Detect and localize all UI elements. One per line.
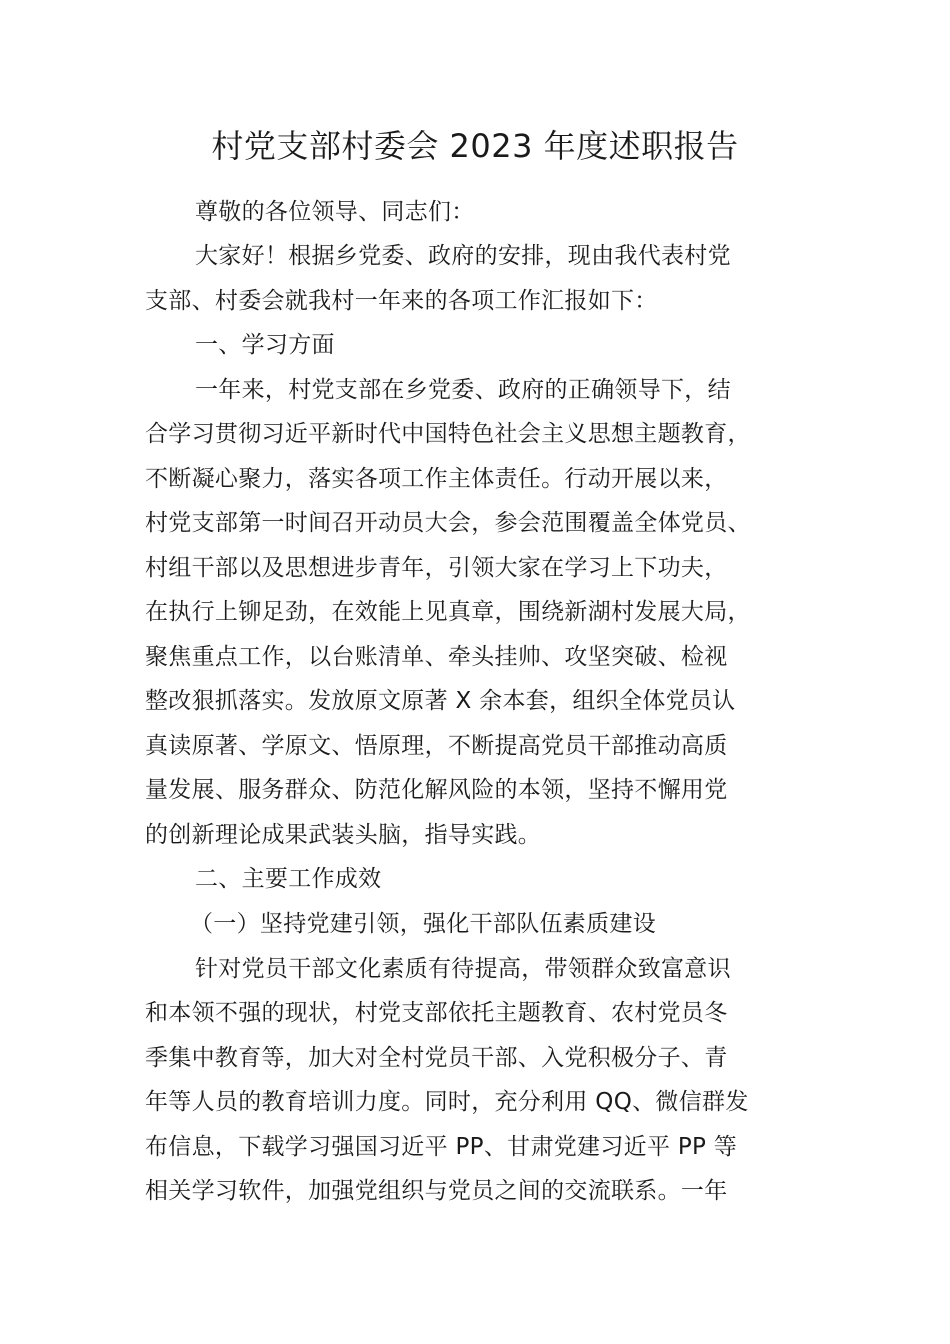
paragraph-line: 大家好！根据乡党委、政府的安排，现由我代表村党 — [195, 243, 731, 269]
paragraph-line: 村组干部以及思想进步青年，引领大家在学习上下功夫， — [145, 555, 728, 581]
document-title: 村党支部村委会 2023 年度述职报告 — [211, 127, 739, 165]
paragraph-line: 支部、村委会就我村一年来的各项工作汇报如下： — [145, 288, 658, 314]
paragraph-line: 相关学习软件，加强党组织与党员之间的交流联系。一年 — [145, 1178, 728, 1204]
subsection-heading: （一）坚持党建引领，强化干部队伍素质建设 — [190, 911, 656, 937]
paragraph-line: 不断凝心聚力，落实各项工作主体责任。行动开展以来， — [145, 466, 728, 492]
paragraph-line: 布信息，下载学习强国习近平 PP、甘肃党建习近平 PP 等 — [145, 1134, 738, 1160]
section-heading: 二、主要工作成效 — [195, 866, 382, 892]
paragraph-line: 年等人员的教育培训力度。同时，充分利用 QQ、微信群发 — [145, 1089, 749, 1115]
paragraph-line: 村党支部第一时间召开动员大会，参会范围覆盖全体党员、 — [145, 510, 751, 536]
paragraph-line: 整改狠抓落实。发放原文原著 X 余本套，组织全体党员认 — [145, 688, 736, 714]
paragraph-line: 和本领不强的现状，村党支部依托主题教育、农村党员冬 — [145, 1000, 728, 1026]
paragraph-line: 一年来，村党支部在乡党委、政府的正确领导下，结 — [195, 377, 731, 403]
paragraph-line: 量发展、服务群众、防范化解风险的本领，坚持不懈用党 — [145, 777, 728, 803]
paragraph-line: 季集中教育等，加大对全村党员干部、入党积极分子、青 — [145, 1045, 728, 1071]
paragraph-line: 针对党员干部文化素质有待提高，带领群众致富意识 — [195, 956, 731, 982]
paragraph-line: 真读原著、学原文、悟原理，不断提高党员干部推动高质 — [145, 733, 728, 759]
paragraph-line: 合学习贯彻习近平新时代中国特色社会主义思想主题教育， — [145, 421, 751, 447]
paragraph-line: 在执行上铆足劲，在效能上见真章，围绕新湖村发展大局， — [145, 599, 751, 625]
paragraph-line: 聚焦重点工作，以台账清单、牵头挂帅、攻坚突破、检视 — [145, 644, 728, 670]
section-heading: 一、学习方面 — [195, 332, 335, 358]
paragraph-line: 的创新理论成果武装头脑，指导实践。 — [145, 822, 542, 848]
salutation: 尊敬的各位领导、同志们： — [195, 199, 475, 225]
